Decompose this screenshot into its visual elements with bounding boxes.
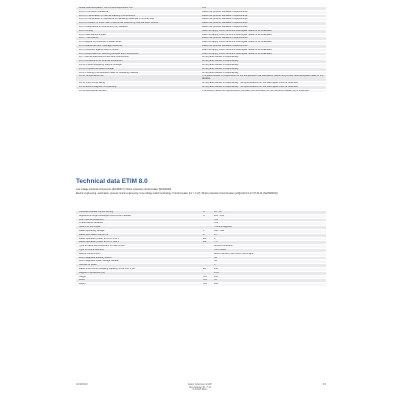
- table-cell-value: Yes: [211, 222, 326, 226]
- table-cell-value: Is the panel builder's responsibility.: [199, 67, 326, 71]
- table-cell-label: 10.2.4 Resistance to ultra-violet (UV) radiation: [76, 25, 199, 29]
- table-cell-value: 55: [211, 279, 326, 283]
- table-cell-value: Does not apply, since the entire switchgear needs to be evaluated.: [199, 33, 326, 37]
- table-cell-unit: V: [200, 229, 211, 233]
- table-cell-value: Built-in device fixed built-in technique: [211, 252, 326, 256]
- etim-class-description: Low-voltage industrial components (EG000017) / Motor protection circuit-breaker (EC000228): [76, 189, 172, 191]
- table-cell-value: Is the panel builder's responsibility.: [199, 60, 326, 64]
- table-cell-label: 10.2.3.2 Verification of resistance of insulating materials to normal heat: [76, 18, 199, 22]
- table-cell-unit: kA: [200, 267, 211, 271]
- table-cell-unit: mm: [200, 283, 211, 287]
- table-cell-label: 10.4 Clearances and creepage distances: [76, 44, 199, 48]
- table-cell-unit: mm: [200, 275, 211, 279]
- table-cell-unit: kW: [200, 237, 211, 241]
- table-cell-value: The device meets the requirements, provided the information in the instruction leaflet (IL) is observed.: [199, 89, 326, 93]
- table-cell-value: No: [211, 260, 326, 264]
- table-cell-value: Meets the product standard's requirements.: [199, 37, 326, 41]
- table-cell-value: Is the panel builder's responsibility.: [199, 56, 326, 60]
- table-cell-unit: kW: [200, 241, 211, 245]
- table-cell-label: 10.11 Short-circuit rating: [76, 81, 199, 85]
- table-cell-value: 4: [211, 237, 326, 241]
- table-cell-label: Degree of protection (IP): [76, 271, 200, 275]
- table-cell-label: 10.9.3 Impulse withstand voltage: [76, 67, 199, 71]
- table-cell-value: 3: [211, 264, 326, 268]
- table-cell-label: With thermal protection: [76, 218, 200, 222]
- table-cell-unit: A: [200, 211, 211, 214]
- table-cell-value: Meets the product standard's requirements.: [199, 22, 326, 26]
- table-cell-label: 10.8 Connections for external conductors: [76, 60, 199, 64]
- table-cell-label: Switch off technique: [76, 226, 200, 230]
- table-cell-value: Meets the product standard's requirements.: [199, 44, 326, 48]
- table-cell-label: 10.2.7 Inscriptions: [76, 37, 199, 41]
- table-cell-label: 10.5 Protection against electric shock: [76, 48, 199, 52]
- table-cell-value: 150: [211, 267, 326, 271]
- table-cell-value: 16: [211, 233, 326, 237]
- table-cell-label: Rated operation power at AC-3, 400 V: [76, 241, 200, 245]
- footer-date: 10/30/2020: [76, 384, 88, 386]
- table-cell-value: 224 - 224: [211, 214, 326, 218]
- table-cell-value: Meets the product standard's requirements.: [199, 14, 326, 18]
- table-cell-value: Thermomagnetic: [211, 226, 326, 230]
- table-cell-value: Is the panel builder's responsibility. The specifications for the switchgear must be observed.: [199, 85, 326, 89]
- table-cell-label: 10.2.3.1 Verification of thermal stability of enclosures: [76, 14, 199, 18]
- section-title: Technical data ETIM 8.0: [76, 178, 148, 185]
- table-cell-label: Depth: [76, 283, 200, 287]
- table-cell-label: With integrated under voltage release: [76, 260, 200, 264]
- table-row: [76, 283, 326, 287]
- table-cell-value: 0 W: [199, 7, 326, 10]
- table-cell-label: Type of electrical connection of main circuit: [76, 245, 200, 249]
- table-cell-value: Meets the product standard's requirements.: [199, 18, 326, 22]
- table-cell-label: Rated operating voltage: [76, 229, 200, 233]
- table-cell-value: Screw connection: [211, 245, 326, 249]
- table-cell-label: 10.10 Temperature rise: [76, 75, 199, 82]
- table-cell-value: 7.5: [211, 241, 326, 245]
- table-cell-label: 10.7 Internal electrical circuits and connections: [76, 56, 199, 60]
- footer-company: [150, 384, 250, 392]
- table-cell-value: Does not apply, since the entire switchgear needs to be evaluated.: [199, 48, 326, 52]
- table-cell-label: Height: [76, 275, 200, 279]
- table-cell-label: Rated short-circuit breaking capacity Icu at 400 V, AC: [76, 267, 200, 271]
- footer-company-street: Hein-Moeller-Str. 7-11: [188, 386, 212, 389]
- table-cell-label: 10.2.2 Corrosion resistance: [76, 10, 199, 14]
- table-cell-value: The panel builder is responsible for the temperature rise calculation. Eaton will provide heat dissipation data for the devices.: [199, 75, 326, 82]
- technical-data-table: [76, 211, 326, 287]
- footer-page-number: 3/3: [322, 384, 326, 386]
- table-cell-label: Adjustment range undelayed short-circuit release: [76, 214, 200, 218]
- table-cell-label: 10.3 Degree of protection of assemblies: [76, 41, 199, 45]
- table-cell-value: Meets the product standard's requirements.: [199, 25, 326, 29]
- table-cell-value: Is the panel builder's responsibility.: [199, 71, 326, 75]
- table-row: [76, 89, 326, 93]
- eclass-description: Electric engineering, automation, process control engineering / Low-voltage switch technology / Circuit breaker (LV < 1 kV) / Motor protection circuit-breaker (ecl@ss10.0.1-27-37-04-01 [AGZ529014]): [76, 193, 278, 195]
- table-cell-value: 690 - 690: [211, 229, 326, 233]
- table-cell-value: Is the panel builder's responsibility. The specifications for the switchgear must be observed.: [199, 81, 326, 85]
- table-row: [76, 75, 326, 82]
- table-cell-unit: mm: [200, 279, 211, 283]
- table-cell-value: Meets the product standard's requirements.: [199, 10, 326, 14]
- table-cell-value: 106: [211, 283, 326, 287]
- table-cell-label: Type of control element: [76, 248, 200, 252]
- table-cell-value: Is the panel builder's responsibility.: [199, 63, 326, 67]
- footer-company-name: Eaton Industries GmbH: [188, 384, 212, 386]
- table-cell-value: Does not apply, since the entire switchgear needs to be evaluated.: [199, 41, 326, 45]
- table-cell-value: 10 - 16: [211, 211, 326, 214]
- table-cell-label: 10.6 Incorporation of switching devices and components: [76, 52, 199, 56]
- table-cell-label: 10.2.3.3 Resist. of insul. mat. to abnormal heat/fire by internal elect. effects: [76, 22, 199, 26]
- table-cell-label: 10.9.2 Power-frequency electric strength: [76, 63, 199, 67]
- table-cell-value: Yes: [211, 218, 326, 222]
- table-cell-label: Device construction: [76, 252, 200, 256]
- table-cell-value: IP20: [211, 271, 326, 275]
- table-cell-value: 100: [211, 275, 326, 279]
- table-cell-label: 10.12 Electromagnetic compatibility: [76, 85, 199, 89]
- table-cell-label: Overload release current setting: [76, 211, 200, 214]
- table-cell-label: Width: [76, 279, 200, 283]
- table-cell-value: Turn button: [211, 248, 326, 252]
- design-verification-table: [76, 7, 326, 93]
- table-cell-label: With integrated auxiliary switch: [76, 256, 200, 260]
- table-cell-label: Brake heat dissipation, non current-dependent Pvs: [76, 7, 199, 10]
- table-cell-label: Rated permanent current Iu: [76, 233, 200, 237]
- table-cell-label: 10.2.6 Mechanical impact: [76, 33, 199, 37]
- table-cell-unit: A: [200, 214, 211, 218]
- table-cell-value: Does not apply, since the entire switchgear needs to be evaluated.: [199, 52, 326, 56]
- table-cell-label: Rated operation power at AC-3, 230 V: [76, 237, 200, 241]
- table-cell-unit: A: [200, 233, 211, 237]
- footer-company-city: D-53115 Bonn: [192, 389, 208, 392]
- table-cell-value: Does not apply, since the entire switchgear needs to be evaluated.: [199, 29, 326, 33]
- table-cell-label: 10.2.5 Lifting: [76, 29, 199, 33]
- table-cell-label: 10.13 Mechanical function: [76, 89, 199, 93]
- table-cell-label: 10.9.4 Testing of enclosures made of insulating material: [76, 71, 199, 75]
- table-cell-value: No: [211, 256, 326, 260]
- table-cell-label: Number of poles: [76, 264, 200, 268]
- table-cell-label: Phase failure sensitive: [76, 222, 200, 226]
